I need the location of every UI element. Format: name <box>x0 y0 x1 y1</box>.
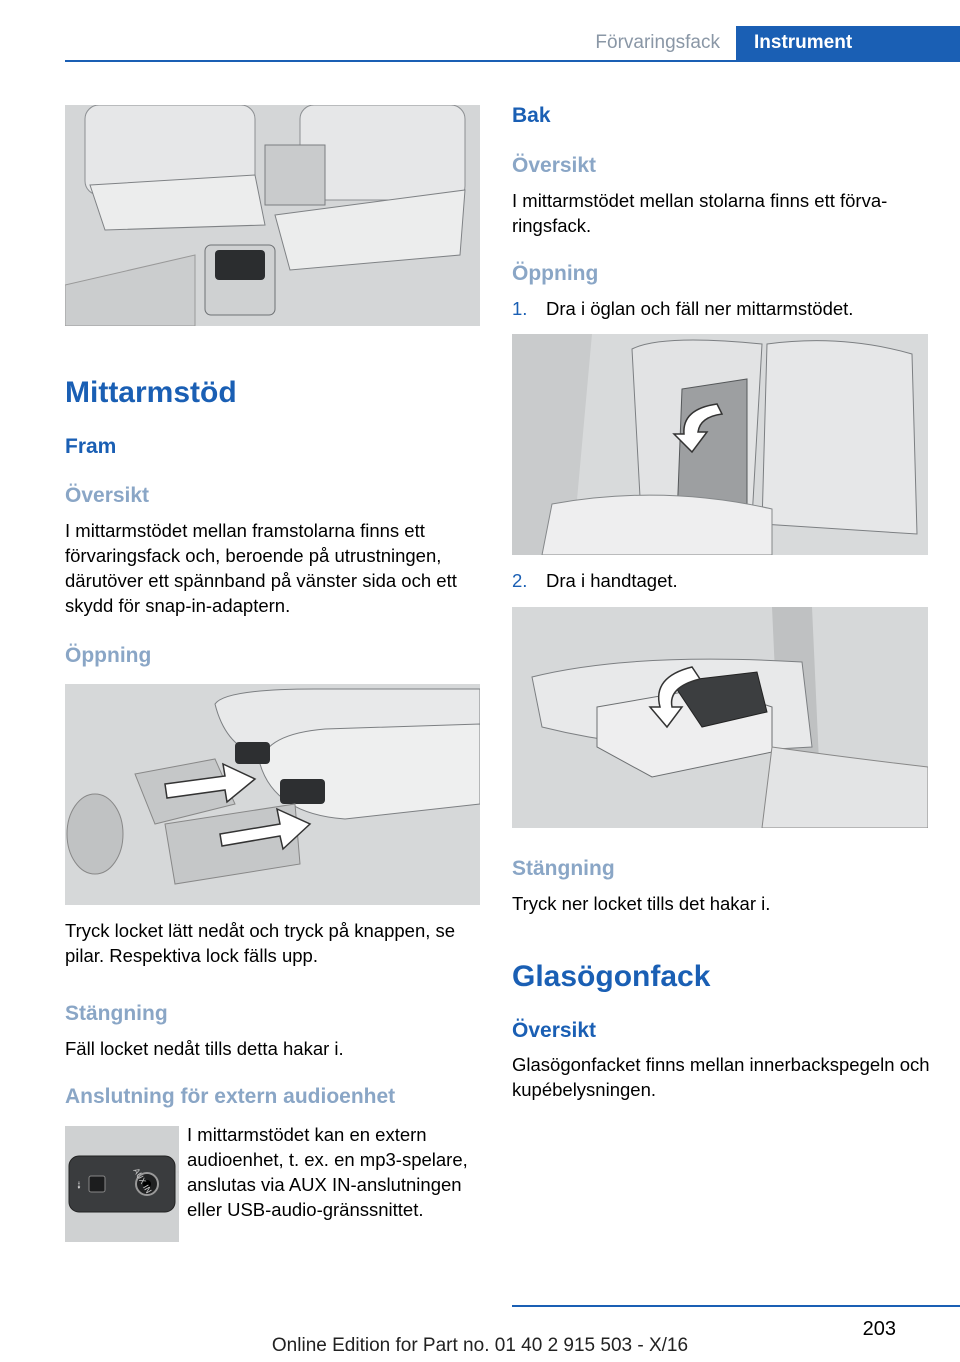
step-2-number: 2. <box>512 570 528 591</box>
fram-oppning-heading: Öppning <box>65 644 152 667</box>
page-number-rule <box>512 1305 960 1307</box>
bak-stangning-heading: Stängning <box>512 857 615 880</box>
header-section-tab: Förvaringsfack <box>595 32 720 53</box>
rear-armrest-overview-image <box>65 105 480 326</box>
rear-armrest-fold-down-image <box>512 334 928 555</box>
page-number: 203 <box>862 1318 896 1340</box>
footer-edition: Online Edition for Part no. 01 40 2 915 503 - X/16 <box>271 1335 689 1356</box>
rear-armrest-handle-image <box>512 607 928 828</box>
aux-heading: Anslutning för extern audioenhet <box>65 1085 396 1108</box>
bak-oversikt-text: I mittarmstödet mellan stolarna finns ett förvaringsfack. <box>512 190 888 236</box>
bak-oversikt-heading: Översikt <box>512 154 597 177</box>
fram-oversikt-text: I mittarmstödet mellan framstolarna finns ett förvaringsfack och, beroende på utrustningen, därutöver ett spännband på vänster sida och ett skydd för snap-in-adaptern. <box>65 520 457 616</box>
svg-text:⭭: ⭭ <box>77 1179 81 1192</box>
glasogonfack-oversikt-heading: Översikt <box>512 1019 597 1042</box>
mittarmstod-title: Mittarmstöd <box>65 376 237 409</box>
fram-stangning-heading: Stängning <box>65 1002 168 1025</box>
aux-usb-connector-image <box>65 1126 179 1242</box>
step-1-number: 1. <box>512 298 528 319</box>
aux-text: I mittarmstödet kan en extern audioenhet, t. ex. en mp3-spelare, anslutas via AUX IN-anslutningen eller USB-audio-gränssnittet. <box>187 1124 468 1220</box>
step-1-text: Dra i öglan och fäll ner mittarmstödet. <box>546 298 854 319</box>
fram-oppning-text: Tryck locket lätt nedåt och tryck på knappen, se pilar. Respektiva lock fälls upp. <box>65 920 456 966</box>
step-2-text: Dra i handtaget. <box>546 570 678 591</box>
bak-heading: Bak <box>512 104 551 127</box>
fram-stangning-text: Fäll locket nedåt tills detta hakar i. <box>65 1038 344 1059</box>
glasogonfack-text: Glasögonfacket finns mellan innerbackspegeln och kupébelysningen. <box>512 1054 930 1100</box>
bak-stangning-text: Tryck ner locket tills det hakar i. <box>512 893 771 914</box>
header-chapter-tab: Instrument <box>736 26 960 62</box>
glasogonfack-title: Glasögonfack <box>512 960 711 993</box>
bak-oppning-heading: Öppning <box>512 262 599 285</box>
fram-heading: Fram <box>65 435 117 458</box>
aux-label-left: AUX IN <box>131 1166 154 1196</box>
header-rule <box>65 60 960 62</box>
fram-oversikt-heading: Översikt <box>65 484 150 507</box>
front-armrest-opening-image <box>65 684 480 905</box>
